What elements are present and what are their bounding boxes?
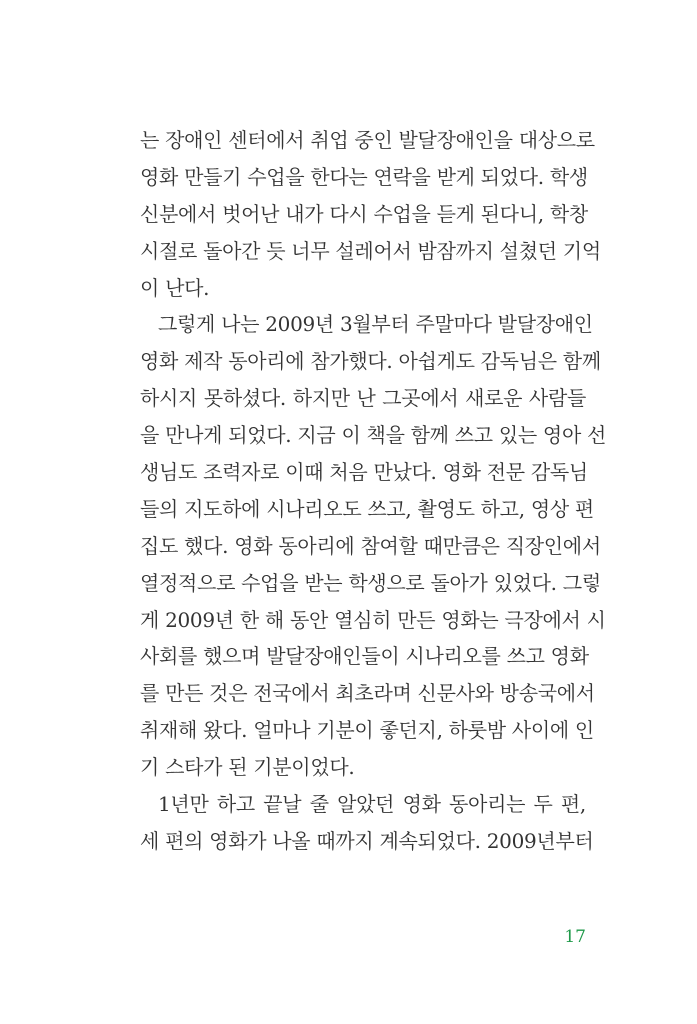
text-line: 영화 만들기 수업을 한다는 연락을 받게 되었다. 학생 — [140, 164, 588, 189]
text-line: 들의 지도하에 시나리오도 쓰고, 촬영도 하고, 영상 편 — [140, 496, 594, 521]
text-line: 이 난다. — [140, 275, 210, 300]
text-line: 1년만 하고 끝날 줄 알았던 영화 동아리는 두 편, — [158, 792, 586, 817]
text-line: 세 편의 영화가 나올 때까지 계속되었다. 2009년부터 — [140, 828, 594, 853]
text-line: 신분에서 벗어난 내가 다시 수업을 듣게 된다니, 학창 — [140, 201, 588, 226]
text-line: 하시지 못하셨다. 하지만 난 그곳에서 새로운 사람들 — [140, 386, 586, 411]
text-line: 사회를 했으며 발달장애인들이 시나리오를 쓰고 영화 — [140, 644, 589, 669]
text-line: 를 만든 것은 전국에서 최초라며 신문사와 방송국에서 — [140, 681, 595, 706]
text-line: 그렇게 나는 2009년 3월부터 주말마다 발달장애인 — [158, 312, 593, 337]
body-text — [140, 122, 607, 860]
text-line: 영화 제작 동아리에 참가했다. 아쉽게도 감독님은 함께 — [140, 349, 601, 374]
text-line: 기 스타가 된 기분이었다. — [140, 755, 355, 780]
text-line: 을 만나게 되었다. 지금 이 책을 함께 쓰고 있는 영아 선 — [140, 423, 607, 448]
text-line: 는 장애인 센터에서 취업 중인 발달장애인을 대상으로 — [140, 128, 595, 152]
text-line: 게 2009년 한 해 동안 열심히 만든 영화는 극장에서 시 — [140, 607, 606, 632]
text-line: 시절로 돌아간 듯 너무 설레어서 밤잠까지 설쳤던 기억 — [140, 238, 601, 263]
page-number: 17 — [564, 927, 586, 947]
text-line: 생님도 조력자로 이때 처음 만났다. 영화 전문 감독님 — [140, 460, 588, 485]
text-line: 열정적으로 수업을 받는 학생으로 돌아가 있었다. 그렇 — [140, 570, 601, 595]
text-line: 집도 했다. 영화 동아리에 참여할 때만큼은 직장인에서 — [140, 533, 601, 558]
text-line: 취재해 왔다. 얼마나 기분이 좋던지, 하룻밤 사이에 인 — [140, 718, 594, 743]
